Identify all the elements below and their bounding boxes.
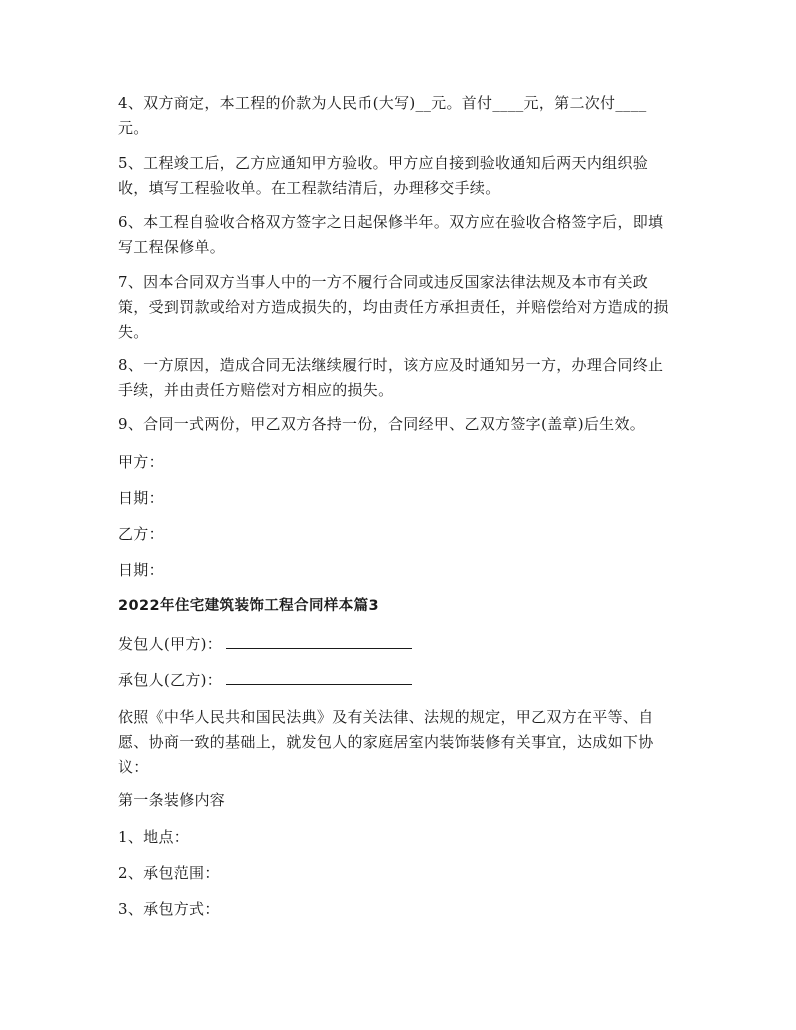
contractee-row: [118, 668, 683, 693]
clause-8: [118, 353, 683, 403]
item-scope: [118, 861, 683, 886]
clause-7: [118, 270, 683, 345]
section-title-text: 2022年住宅建筑装饰工程合同样本篇3: [118, 598, 380, 614]
text-line: 4、双方商定，本工程的价款为人民币(大写)__元。首付____元，第二次付____: [118, 94, 647, 112]
text-line: 策，受到罚款或给对方造成损失的，均由责任方承担责任，并赔偿给对方造成的损: [118, 298, 669, 316]
section-title: [118, 594, 683, 619]
clause-6: [118, 210, 683, 260]
contractor-row: [118, 632, 683, 657]
text-line: 9、合同一式两份，甲乙双方各持一份，合同经甲、乙双方签字(盖章)后生效。: [118, 415, 646, 433]
item-text: 3、承包方式：: [118, 900, 220, 918]
party-b-text: 乙方：: [118, 525, 164, 543]
item-text: 2、承包范围：: [118, 864, 220, 882]
party-a-text: 甲方：: [118, 453, 164, 471]
text-line: 写工程保修单。: [118, 238, 226, 256]
text-line: 5、工程竣工后，乙方应通知甲方验收。甲方应自接到验收通知后两天内组织验: [118, 154, 649, 172]
party-a-label: [118, 450, 683, 475]
text-line: 收，填写工程验收单。在工程款结清后，办理移交手续。: [118, 179, 501, 197]
article-title: [118, 788, 683, 813]
item-location: [118, 825, 683, 850]
clause-4: [118, 91, 683, 141]
contractee-label: 承包人(乙方)：: [118, 671, 223, 689]
item-text: 1、地点：: [118, 828, 190, 846]
article-title-text: 第一条装修内容: [118, 791, 226, 809]
text-line: 元。: [118, 119, 149, 137]
clause-5: [118, 151, 683, 201]
text-line: 议：: [118, 758, 149, 776]
date-a-label: [118, 486, 683, 511]
text-line: 8、一方原因，造成合同无法继续履行时，该方应及时通知另一方，办理合同终止: [118, 356, 664, 374]
date-a-text: 日期：: [118, 489, 164, 507]
contractor-label: 发包人(甲方)：: [118, 635, 223, 653]
party-b-label: [118, 522, 683, 547]
text-line: 愿、协商一致的基础上，就发包人的家庭居室内装饰装修有关事宜，达成如下协: [118, 733, 654, 751]
contractee-blank-line: [226, 670, 412, 685]
text-line: 失。: [118, 323, 149, 341]
text-line: 7、因本合同双方当事人中的一方不履行合同或违反国家法律法规及本市有关政: [118, 273, 649, 291]
intro-paragraph: [118, 705, 683, 780]
contractee-field: [118, 668, 683, 693]
text-line: 6、本工程自验收合格双方签字之日起保修半年。双方应在验收合格签字后，即填: [118, 213, 664, 231]
date-b-text: 日期：: [118, 561, 164, 579]
text-line: 手续，并由责任方赔偿对方相应的损失。: [118, 381, 394, 399]
contractor-blank-line: [226, 634, 412, 649]
text-line: 依照《中华人民共和国民法典》及有关法律、法规的规定，甲乙双方在平等、自: [118, 708, 654, 726]
contractor-field: [118, 632, 683, 657]
item-method: [118, 897, 683, 922]
date-b-label: [118, 558, 683, 583]
clause-9: [118, 412, 683, 437]
